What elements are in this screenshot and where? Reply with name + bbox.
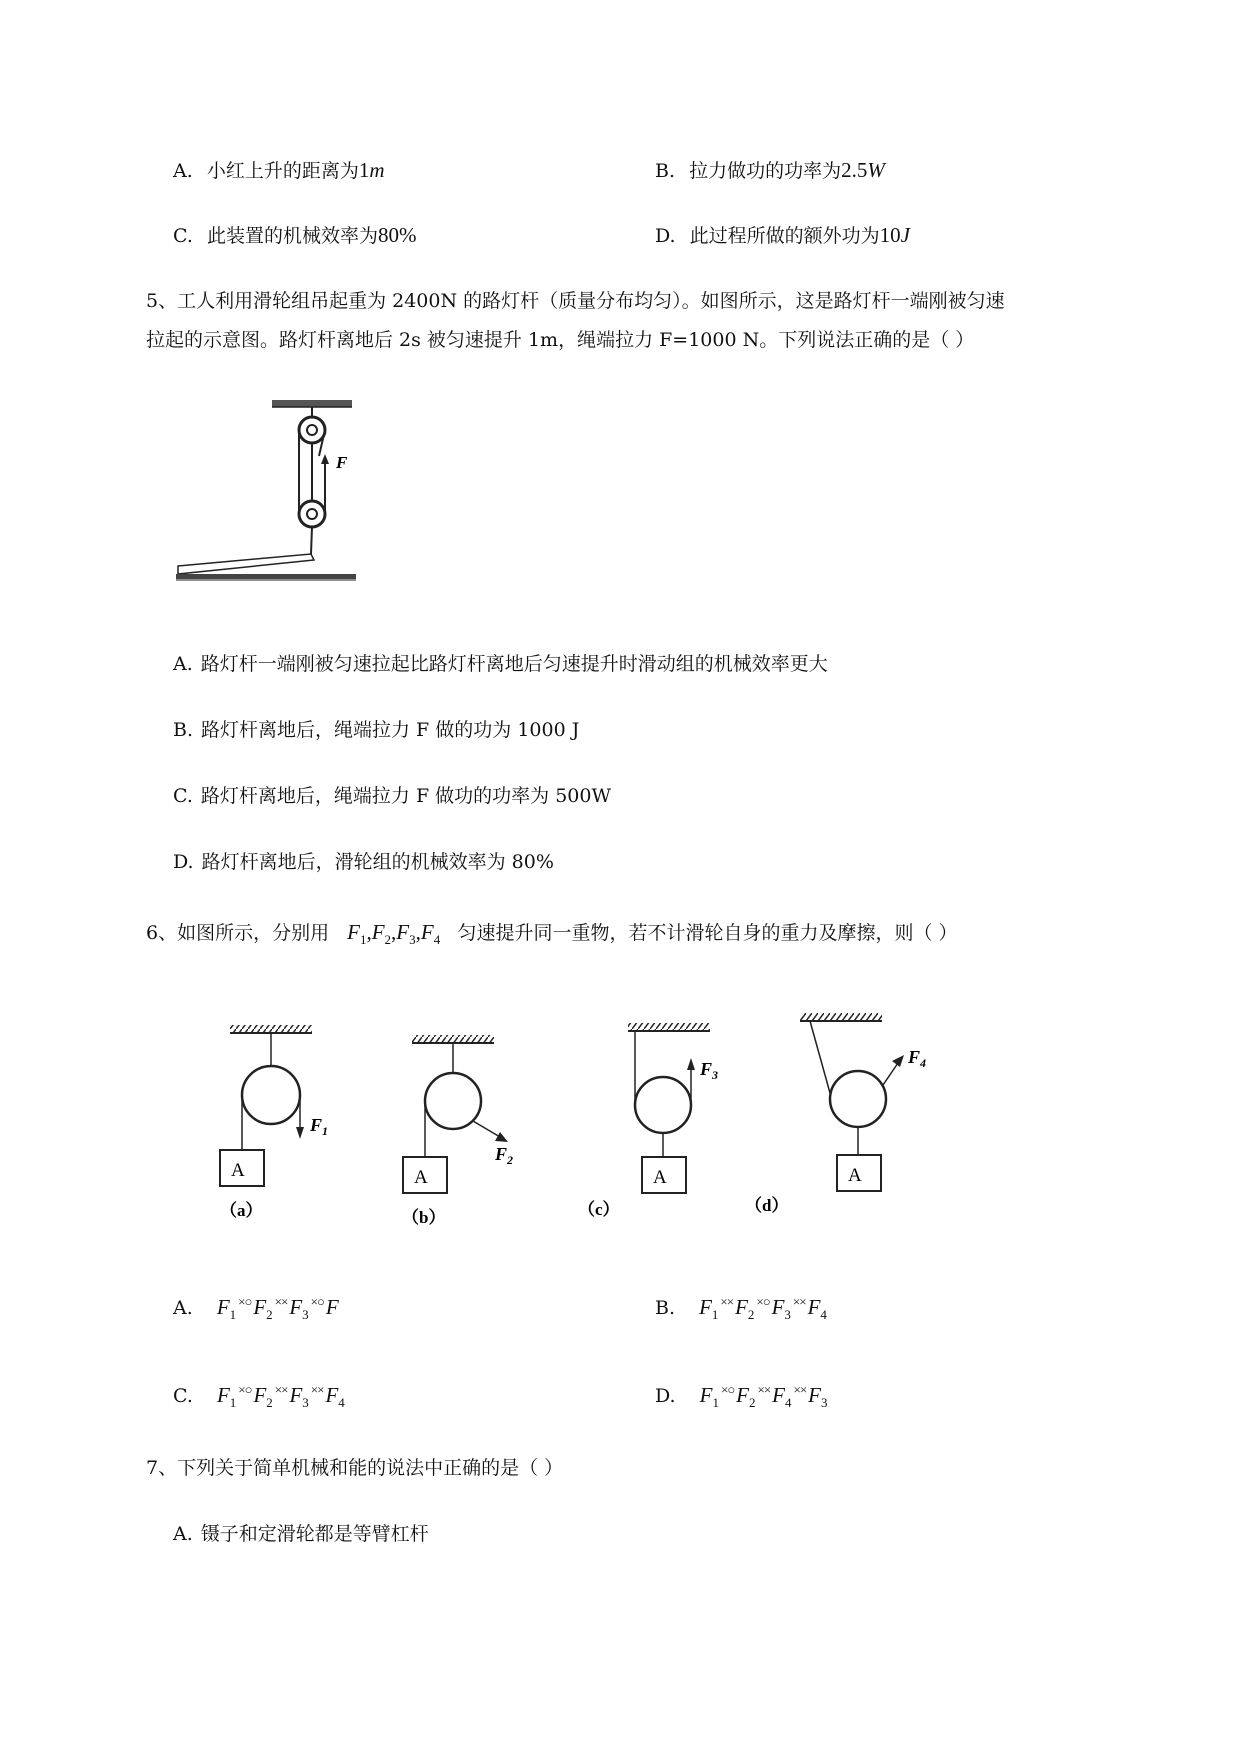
caption-c: （c） <box>578 1200 620 1219</box>
option-text: 路灯杆一端刚被匀速拉起比路灯杆离地后匀速提升时滑动组的机械效率更大 <box>200 653 828 675</box>
option-text: 拉力做功的功率为 <box>689 160 842 182</box>
q7-option-a <box>173 1520 429 1548</box>
option-math: $F_1^{\times○}F_2^{\times\times}F_3^{\times\times}F_4$ <box>216 1382 345 1411</box>
force-label-f2: $F_2$ <box>495 1144 514 1167</box>
q4-option-c <box>173 221 416 250</box>
option-unit: m <box>369 158 385 182</box>
figure-b <box>402 1035 513 1227</box>
option-label: B. <box>173 719 194 741</box>
q5-option-d <box>173 848 554 876</box>
block-b: A <box>414 1167 428 1188</box>
option-text: 镊子和定滑轮都是等臂杠杆 <box>200 1523 429 1545</box>
q4-option-d <box>655 221 910 250</box>
caption-d: （d） <box>745 1196 789 1215</box>
option-label: D. <box>655 225 676 247</box>
option-value: 80% <box>377 223 417 247</box>
q4-option-a <box>173 156 385 185</box>
option-text: 此装置的机械效率为 <box>206 225 378 247</box>
q6-option-a <box>173 1288 339 1329</box>
force-label-f4: $F_4$ <box>908 1047 927 1070</box>
q6-option-c <box>173 1376 345 1417</box>
option-value: 10 <box>879 223 901 247</box>
option-label: C. <box>173 785 193 807</box>
q5-option-b <box>173 716 579 744</box>
option-label: A. <box>173 653 193 675</box>
option-unit: J <box>900 223 910 247</box>
option-math: $F_1^{\times○}F_2^{\times\times}F_4^{\times\times}F_3$ <box>699 1382 828 1411</box>
q5-stem-line1: 5、工人利用滑轮组吊起重为 2400N 的路灯杆（质量分布均匀）。如图所示，这是路灯杆一端刚被匀速 <box>146 290 1005 312</box>
option-label: D. <box>173 851 194 873</box>
option-label: C. <box>173 1385 193 1407</box>
q5-pulley-figure <box>172 396 362 586</box>
option-text: 路灯杆离地后，滑轮组的机械效率为 80% <box>201 851 554 873</box>
option-text: 小红上升的距离为 <box>206 160 359 182</box>
option-label: C. <box>173 225 193 247</box>
option-text: 路灯杆离地后，绳端拉力 F 做的功为 1000 J <box>201 719 580 741</box>
q6-stem-pre: 6、如图所示，分别用 <box>146 922 330 944</box>
q5-option-a <box>173 650 828 678</box>
figure-a <box>220 1025 328 1220</box>
option-math: $F_1^{\times\times}F_2^{\times○}F_3^{\times\times}F_4$ <box>699 1294 827 1323</box>
block-d: A <box>848 1165 862 1186</box>
q7-stem: 7、下列关于简单机械和能的说法中正确的是（ ） <box>146 1457 564 1479</box>
q5-option-c <box>173 782 611 810</box>
q6-option-b <box>655 1288 827 1329</box>
q6-stem-post: 匀速提升同一重物，若不计滑轮自身的重力及摩擦，则（ ） <box>457 922 958 944</box>
option-label: A. <box>173 160 193 182</box>
option-label: D. <box>655 1385 676 1407</box>
option-label: B. <box>655 160 676 182</box>
q4-option-b <box>655 156 885 185</box>
option-value: 1 <box>358 158 370 182</box>
option-label: B. <box>655 1297 676 1319</box>
figure-d <box>745 1013 926 1215</box>
block-c: A <box>653 1167 667 1188</box>
option-label: A. <box>173 1523 193 1545</box>
option-value: 2.5 <box>841 158 868 182</box>
caption-a: （a） <box>220 1201 263 1220</box>
force-label-f: F <box>336 453 348 472</box>
block-a: A <box>231 1160 245 1181</box>
option-text: 此过程所做的额外功为 <box>689 225 880 247</box>
figure-c <box>578 1023 718 1219</box>
q6-stem-forces: $F_1,F_2,F_3,F_4$ <box>347 920 441 948</box>
q6-pulley-figures <box>170 1005 930 1230</box>
caption-b: （b） <box>402 1208 446 1227</box>
q6-stem <box>146 918 958 954</box>
option-text: 路灯杆离地后，绳端拉力 F 做功的功率为 500W <box>200 785 612 807</box>
option-unit: W <box>867 158 885 182</box>
force-label-f1: $F_1$ <box>310 1115 329 1138</box>
option-math: $F_1^{\times○}F_2^{\times\times}F_3^{\times○}F$ <box>216 1294 339 1323</box>
q5-stem-line2: 拉起的示意图。路灯杆离地后 2s 被匀速提升 1m，绳端拉力 F=1000 N。下列说法正确的是（ ） <box>146 329 975 351</box>
q6-option-d <box>655 1376 828 1417</box>
option-label: A. <box>173 1297 193 1319</box>
force-label-f3: $F_3$ <box>700 1059 719 1082</box>
